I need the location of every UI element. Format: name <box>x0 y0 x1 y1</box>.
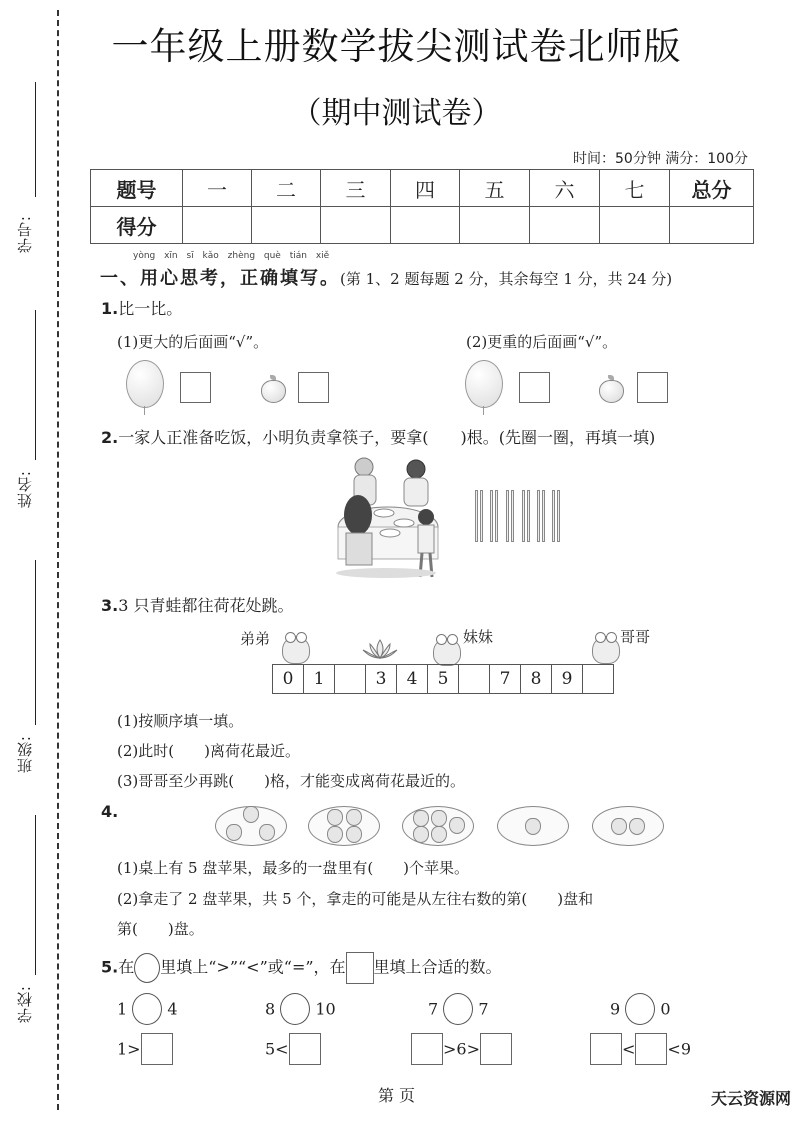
plate-3 <box>402 806 474 846</box>
q5-text-a: 在 <box>118 957 135 977</box>
q5-text-b: 里填上“>”“<”或“=”，在 <box>160 957 346 977</box>
label-meimei: 妹妹 <box>463 628 494 646</box>
balloon-image <box>465 360 503 408</box>
col-header: 六 <box>530 170 600 207</box>
apple-icon <box>431 826 447 843</box>
fill-box-input[interactable] <box>289 1033 321 1065</box>
q1-prompt <box>101 296 182 319</box>
section-note: (第 1、2 题每题 2 分，其余每空 1 分，共 24 分) <box>340 270 673 288</box>
col-header: 五 <box>460 170 530 207</box>
strip-cell: 1 <box>304 665 335 694</box>
strip-cell: 4 <box>397 665 428 694</box>
compare-circle-input[interactable] <box>280 993 310 1025</box>
student-id-label: 学号: <box>16 215 34 254</box>
strip-cell: 0 <box>273 665 304 694</box>
compare-left: 8 <box>265 999 276 1019</box>
score-cell[interactable] <box>321 207 391 244</box>
row-label-question: 题号 <box>91 170 183 207</box>
apple-icon <box>346 826 362 843</box>
q1-sub2: (2)更重的后面画“√”。 <box>466 333 618 351</box>
page-number: 第 页 <box>377 1086 416 1105</box>
q5-prompt <box>101 952 502 984</box>
label-didi: 弟弟 <box>240 630 271 648</box>
circle-symbol-icon <box>134 953 160 983</box>
q3-number: 3. <box>101 596 119 615</box>
compare-left: 1 <box>117 999 128 1019</box>
apple-icon <box>259 824 275 841</box>
fill-text: 5< <box>265 1039 289 1059</box>
fill-text: >6> <box>443 1039 480 1059</box>
apple-icon <box>327 809 343 826</box>
chopstick-pair-icon[interactable] <box>506 490 514 542</box>
compare-left: 9 <box>610 999 621 1019</box>
apple-icon <box>327 826 343 843</box>
strip-cell-blank[interactable] <box>335 665 366 694</box>
col-header: 四 <box>391 170 460 207</box>
score-table <box>90 169 754 244</box>
apple-icon <box>226 824 242 841</box>
section-heading <box>100 264 672 290</box>
answer-box-apple-1[interactable] <box>298 372 329 403</box>
compare-item-2 <box>265 993 336 1025</box>
section-title: 一、用心思考，正确填写。 <box>100 268 340 289</box>
chopstick-pair-icon[interactable] <box>522 490 530 542</box>
answer-box-balloon-1[interactable] <box>180 372 211 403</box>
school-label: 学校: <box>16 985 34 1024</box>
strip-cell-blank[interactable] <box>583 665 614 694</box>
compare-item-3 <box>428 993 489 1025</box>
q3-text: 3 只青蛙都往荷花处跳。 <box>118 596 294 615</box>
fill-box-input[interactable] <box>480 1033 512 1065</box>
square-symbol-icon <box>346 952 374 984</box>
fill-item-4 <box>590 1033 691 1065</box>
q2-number: 2. <box>101 428 119 447</box>
chopstick-pair-icon[interactable] <box>537 490 545 542</box>
plate-1 <box>215 806 287 846</box>
section-pinyin: yòng xīn sī kǎo zhèng què tián xiě <box>133 251 330 261</box>
apple-icon <box>525 818 541 835</box>
apple-image <box>599 380 624 403</box>
name-underline[interactable] <box>35 310 36 460</box>
apple-icon <box>431 810 447 827</box>
compare-circle-input[interactable] <box>625 993 655 1025</box>
q4-sub2-cont: 第( )盘。 <box>117 920 204 938</box>
fill-item-3 <box>411 1033 512 1065</box>
apple-stem-icon <box>270 375 276 380</box>
page-subtitle: （期中测试卷） <box>291 96 502 131</box>
q3-sub3: (3)哥哥至少再跳( )格，才能变成离荷花最近的。 <box>117 772 465 790</box>
q1-sub1: (1)更大的后面画“√”。 <box>117 333 269 351</box>
score-cell[interactable] <box>460 207 530 244</box>
compare-right: 0 <box>660 999 671 1019</box>
number-strip <box>272 664 614 694</box>
compare-circle-input[interactable] <box>443 993 473 1025</box>
fill-item-2 <box>265 1033 321 1065</box>
col-header: 一 <box>183 170 252 207</box>
score-cell[interactable] <box>183 207 252 244</box>
strip-cell-blank[interactable] <box>459 665 490 694</box>
balloon-string <box>483 406 484 415</box>
q4-sub1: (1)桌上有 5 盘苹果，最多的一盘里有( )个苹果。 <box>117 859 470 877</box>
score-table-header-row <box>91 170 754 207</box>
apple-icon <box>413 826 429 843</box>
q4-sub2: (2)拿走了 2 盘苹果，共 5 个，拿走的可能是从左往右数的第( )盘和 <box>117 890 594 908</box>
apple-icon <box>629 818 645 835</box>
time-info: 时间：50分钟 满分：100分 <box>573 151 748 167</box>
page-title: 一年级上册数学拔尖测试卷北师版 <box>111 25 682 68</box>
brand-watermark: 天云资源网 <box>710 1089 791 1108</box>
compare-left: 7 <box>428 999 439 1019</box>
q5-text-c: 里填上合适的数。 <box>373 957 502 977</box>
frog-gege-icon <box>592 636 620 664</box>
col-header: 七 <box>600 170 670 207</box>
fill-text: <9 <box>667 1039 691 1059</box>
q2-prompt <box>101 425 655 448</box>
balloon-string <box>144 406 145 415</box>
apple-icon <box>346 809 362 826</box>
strip-cell: 7 <box>490 665 521 694</box>
fill-text: 1> <box>117 1039 141 1059</box>
frog-didi-icon <box>282 636 310 664</box>
q3-prompt <box>101 593 294 616</box>
strip-cell: 9 <box>552 665 583 694</box>
q3-sub2: (2)此时( )离荷花最近。 <box>117 742 300 760</box>
school-underline[interactable] <box>35 815 36 975</box>
fill-box-input[interactable] <box>141 1033 173 1065</box>
class-label: 班级: <box>16 735 34 774</box>
col-header: 三 <box>321 170 391 207</box>
col-header: 二 <box>252 170 321 207</box>
plate-4 <box>497 806 569 846</box>
score-table-score-row <box>91 207 754 244</box>
fill-box-input[interactable] <box>590 1033 622 1065</box>
q1-text: 比一比。 <box>118 299 183 318</box>
strip-cell: 3 <box>366 665 397 694</box>
q3-sub1: (1)按顺序填一填。 <box>117 712 244 730</box>
compare-right: 7 <box>478 999 489 1019</box>
answer-box-balloon-2[interactable] <box>519 372 550 403</box>
score-cell[interactable] <box>391 207 460 244</box>
fill-box-input[interactable] <box>635 1033 667 1065</box>
apple-stem-icon <box>608 375 614 380</box>
score-cell[interactable] <box>252 207 321 244</box>
fill-text: < <box>622 1039 636 1059</box>
q1-number: 1. <box>101 299 119 318</box>
apple-icon <box>413 810 429 827</box>
q5-number: 5. <box>101 957 119 977</box>
q4-number: 4. <box>101 802 119 821</box>
chopstick-pair-icon[interactable] <box>552 490 560 542</box>
name-label: 姓名: <box>16 470 34 509</box>
frog-meimei-icon <box>433 638 461 666</box>
class-underline[interactable] <box>35 560 36 725</box>
compare-item-4 <box>610 993 671 1025</box>
fill-box-input[interactable] <box>411 1033 443 1065</box>
compare-item-1 <box>117 993 178 1025</box>
balloon-image <box>126 360 164 408</box>
binding-dashed-line <box>57 10 59 1110</box>
col-header-total: 总分 <box>670 170 754 207</box>
row-label-score: 得分 <box>91 207 183 244</box>
apple-icon <box>243 806 259 823</box>
compare-circle-input[interactable] <box>132 993 162 1025</box>
chopstick-pair-icon[interactable] <box>475 490 483 542</box>
score-cell[interactable] <box>600 207 670 244</box>
compare-right: 10 <box>315 999 336 1019</box>
label-gege: 哥哥 <box>620 628 651 646</box>
q4-prompt <box>101 802 118 821</box>
score-cell-total[interactable] <box>670 207 754 244</box>
plate-5 <box>592 806 664 846</box>
answer-box-apple-2[interactable] <box>637 372 668 403</box>
compare-right: 4 <box>167 999 178 1019</box>
family-dinner-illustration <box>326 455 446 580</box>
strip-cell: 5 <box>428 665 459 694</box>
lotus-flower-icon <box>362 638 398 660</box>
fill-item-1 <box>117 1033 173 1065</box>
apple-icon <box>611 818 627 835</box>
apple-image <box>261 380 286 403</box>
chopstick-pair-icon[interactable] <box>490 490 498 542</box>
strip-cell: 8 <box>521 665 552 694</box>
score-cell[interactable] <box>530 207 600 244</box>
plate-2 <box>308 806 380 846</box>
q2-text: 一家人正准备吃饭，小明负责拿筷子，要拿( )根。(先圈一圈，再填一填) <box>118 428 656 447</box>
apple-icon <box>449 817 465 834</box>
